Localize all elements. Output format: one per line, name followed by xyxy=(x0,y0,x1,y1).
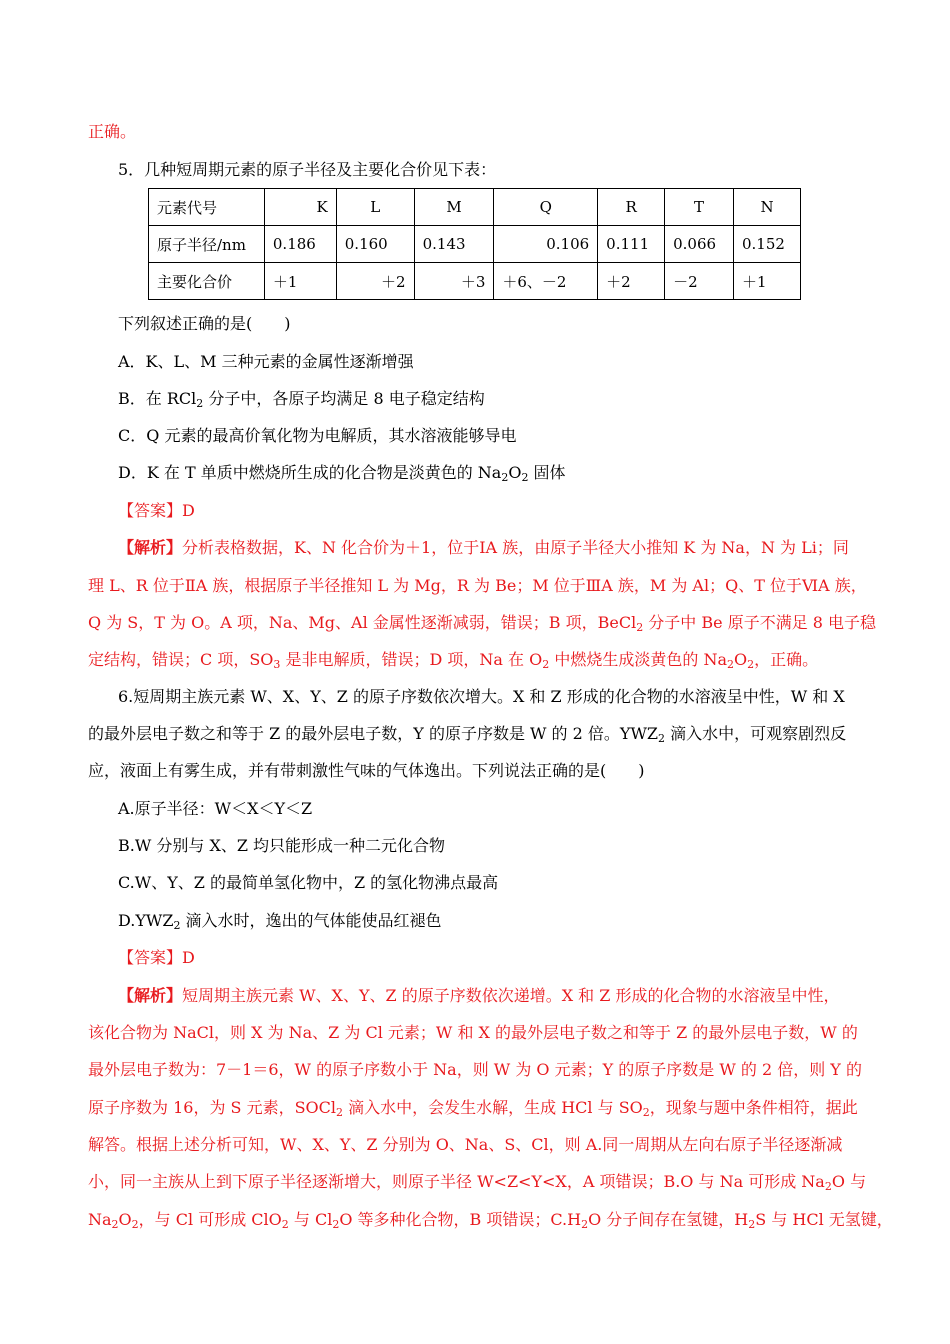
q5-answer: 【答案】D xyxy=(118,501,195,520)
table-header-cell: Q xyxy=(494,189,598,226)
previous-answer-tail: 正确。 xyxy=(88,122,137,141)
table-row xyxy=(149,189,801,226)
table-header-cell: K xyxy=(264,189,336,226)
q5-element-table xyxy=(148,188,801,300)
table-cell: 主要化合价 xyxy=(149,263,265,300)
q5-stem: 5．几种短周期元素的原子半径及主要化合价见下表： xyxy=(118,160,497,179)
table-cell: ＋2 xyxy=(598,263,665,300)
table-cell: 0.160 xyxy=(336,226,414,263)
q6-analysis-line: 该化合物为 NaCl，则 X 为 Na、Z 为 Cl 元素；W 和 X 的最外层电子数之和等于 Z 的最外层电子数，W 的 xyxy=(88,1023,858,1042)
q6-answer: 【答案】D xyxy=(118,948,195,967)
q6-analysis-line: 小，同一主族从上到下原子半径逐渐增大，则原子半径 W<Z<Y<X，A 项错误；B.O 与 Na 可形成 $Na_2O$ 与 xyxy=(88,1172,867,1193)
q5-option-b: B．在 RCl$_2$ 分子中，各原子均满足 8 电子稳定结构 xyxy=(118,389,485,410)
table-cell: 0.106 xyxy=(494,226,598,263)
q5-option-a: A．K、L、M 三种元素的金属性逐渐增强 xyxy=(118,352,414,371)
q5-analysis-line: 定结构，错误；C 项，$SO_3$ 是非电解质，错误；D 项，Na 在 $O_2$ 中燃烧生成淡黄色的 $Na_2O_2$，正确。 xyxy=(88,650,819,671)
table-cell: 0.152 xyxy=(734,226,801,263)
q6-stem: 6.短周期主族元素 W、X、Y、Z 的原子序数依次增大。X 和 Z 形成的化合物的水溶液呈中性，W 和 X xyxy=(118,687,845,706)
table-cell: 0.066 xyxy=(665,226,734,263)
table-row xyxy=(149,263,801,300)
q5-analysis-line: 理 L、R 位于ⅡA 族，根据原子半径推知 L 为 Mg，R 为 Be；M 位于ⅢA 族，M 为 Al；Q、T 位于ⅥA 族， xyxy=(88,576,867,595)
table-header-cell: N xyxy=(734,189,801,226)
q5-question: 下列叙述正确的是( ) xyxy=(118,314,291,333)
table-header-cell: R xyxy=(598,189,665,226)
table-cell: 0.186 xyxy=(264,226,336,263)
q6-stem: 应，液面上有雾生成，并有带刺激性气味的气体逸出。下列说法正确的是( ) xyxy=(88,761,645,780)
table-cell: 原子半径/nm xyxy=(149,226,265,263)
q6-analysis-line: $Na_2O_2$，与 Cl 可形成 ClO$_2$ 与 $Cl_2O$ 等多种化合物，B 项错误；$C.H_2O$ 分子间存在氢键，$H_2S$ 与 HCl 无氢键， xyxy=(88,1210,893,1231)
q6-option-c: C.W、Y、Z 的最简单氢化物中，Z 的氢化物沸点最高 xyxy=(118,873,499,892)
q6-stem: 的最外层电子数之和等于 Z 的最外层电子数，Y 的原子序数是 W 的 2 倍。$YWZ_2$ 滴入水中，可观察剧烈反 xyxy=(88,724,847,745)
q5-analysis-line: 【解析】分析表格数据，K、N 化合价为＋1，位于ⅠA 族，由原子半径大小推知 K 为 Na，N 为 Li；同 xyxy=(118,538,849,557)
table-row xyxy=(149,226,801,263)
table-cell: ＋1 xyxy=(264,263,336,300)
q6-option-b: B.W 分别与 X、Z 均只能形成一种二元化合物 xyxy=(118,836,446,855)
table-cell: 0.143 xyxy=(414,226,494,263)
table-header-cell: M xyxy=(414,189,494,226)
q5-option-c: C．Q 元素的最高价氧化物为电解质，其水溶液能够导电 xyxy=(118,426,517,445)
q5-analysis-line: Q 为 S，T 为 O。A 项，Na、Mg、Al 金属性逐渐减弱，错误；B 项，BeCl$_2$ 分子中 Be 原子不满足 8 电子稳 xyxy=(88,613,877,634)
table-cell: 0.111 xyxy=(598,226,665,263)
table-header-cell: T xyxy=(665,189,734,226)
table-cell: ＋6、－2 xyxy=(494,263,598,300)
q6-option-d: $D.YWZ_2$ 滴入水时，逸出的气体能使品红褪色 xyxy=(118,911,442,932)
q6-option-a: A.原子半径：W＜X＜Y＜Z xyxy=(118,799,313,818)
q5-option-d: D．K 在 T 单质中燃烧所生成的化合物是淡黄色的 $Na_2O_2$ 固体 xyxy=(118,463,566,484)
q6-analysis-line: 解答。根据上述分析可知，W、X、Y、Z 分别为 O、Na、S、Cl，则 A.同一周期从左向右原子半径逐渐减 xyxy=(88,1135,843,1154)
table-cell: ＋1 xyxy=(734,263,801,300)
table-cell: ＋3 xyxy=(414,263,494,300)
q6-analysis-line: 最外层电子数为：7－1＝6，W 的原子序数小于 Na，则 W 为 O 元素；Y 的原子序数是 W 的 2 倍，则 Y 的 xyxy=(88,1060,862,1079)
table-cell: ＋2 xyxy=(336,263,414,300)
table-header-cell: L xyxy=(336,189,414,226)
q6-analysis-line: 原子序数为 16，为 S 元素，SOCl$_2$ 滴入水中，会发生水解，生成 HCl 与 $SO_2$，现象与题中条件相符，据此 xyxy=(88,1098,858,1119)
table-cell: －2 xyxy=(665,263,734,300)
table-header-cell: 元素代号 xyxy=(149,189,265,226)
q6-analysis-line: 【解析】短周期主族元素 W、X、Y、Z 的原子序数依次递增。X 和 Z 形成的化合物的水溶液呈中性， xyxy=(118,986,840,1005)
